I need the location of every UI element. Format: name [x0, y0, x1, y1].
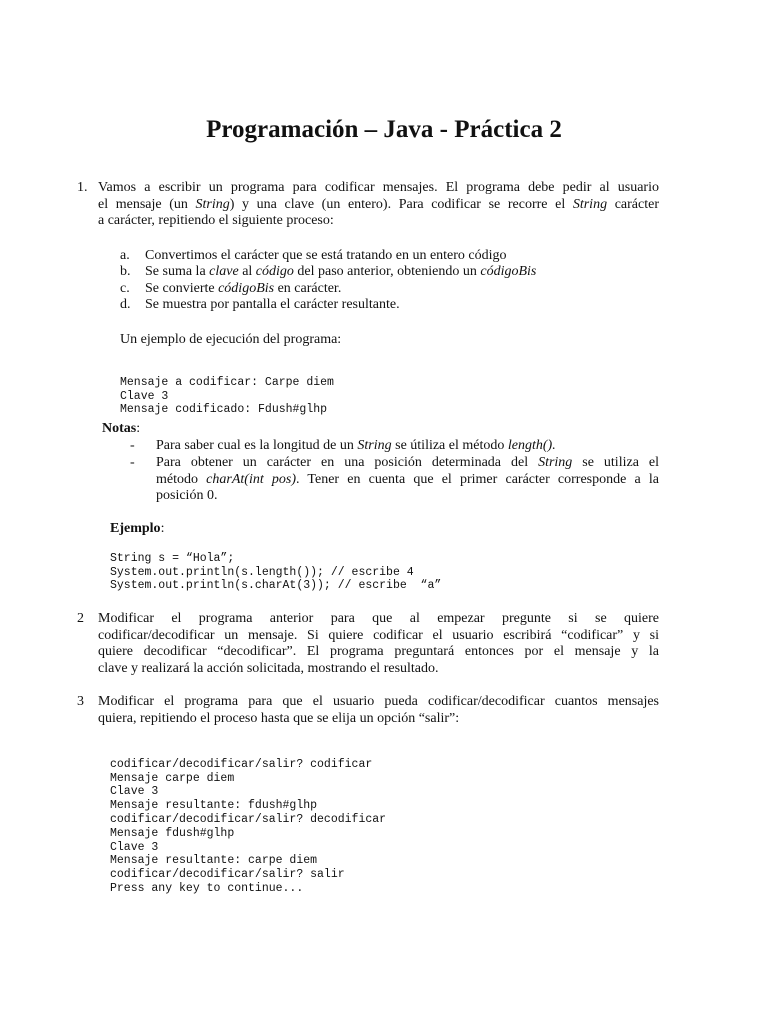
code-line: codificar/decodificar/salir? codificar: [110, 757, 373, 771]
note-1-bullet: -: [130, 438, 135, 453]
item-2-line: codificar/decodificar un mensaje. Si quiere codificar el usuario escribirá “codificar” y si: [98, 627, 659, 643]
item-3-code-block: [110, 744, 386, 910]
step-c-text: Se convierte códigoBis en carácter.: [145, 281, 342, 296]
item-3-line: Modificar el programa para que el usuario pueda codificar/decodificar cuantos mensajes: [98, 694, 659, 709]
item-2-number: 2: [77, 611, 84, 626]
code-line: System.out.println(s.length()); // escribe 4: [110, 565, 414, 579]
note-2-bullet: -: [130, 455, 135, 470]
code-line: Clave 3: [120, 389, 169, 403]
example-code-block: [120, 362, 334, 431]
code-line: Clave 3: [110, 785, 159, 799]
item-1-line-1: Vamos a escribir un programa para codificar mensajes. El programa debe pedir al usuario: [98, 180, 659, 195]
code-line: Mensaje resultante: carpe diem: [110, 854, 318, 868]
step-b-letter: b.: [120, 264, 131, 279]
step-d-letter: d.: [120, 297, 131, 312]
item-2-line: Modificar el programa anterior para que al empezar pregunte si se quiere: [98, 611, 659, 626]
code-line: Mensaje codificado: Fdush#glhp: [120, 403, 328, 417]
code-line: Press any key to continue...: [110, 881, 304, 895]
code-line: System.out.println(s.charAt(3)); // escribe “a”: [110, 579, 442, 593]
item-1-line-2: el mensaje (un String) y una clave (un entero). Para codificar se recorre el String carácter: [98, 196, 659, 212]
step-d-text: Se muestra por pantalla el carácter resultante.: [145, 297, 400, 312]
step-a-letter: a.: [120, 248, 130, 263]
notes-heading: Notas:: [102, 421, 141, 436]
note-1-text: Para saber cual es la longitud de un String se útiliza el método length().: [156, 438, 556, 453]
item-2-line: clave y realizará la acción solicitada, mostrando el resultado.: [98, 660, 439, 676]
step-a-text: Convertimos el carácter que se está tratando en un entero código: [145, 248, 507, 263]
item-1-number: 1.: [77, 180, 88, 195]
ejemplo-code-block: [110, 538, 441, 607]
note-2-line-1: Para obtener un carácter en una posición determinada del String se utiliza el: [156, 455, 659, 470]
ejemplo-heading: Ejemplo:: [110, 521, 165, 536]
note-2-line-3: posición 0.: [156, 488, 218, 503]
item-3-number: 3: [77, 694, 84, 709]
item-3-text: [98, 694, 659, 727]
code-line: codificar/decodificar/salir? salir: [110, 868, 345, 882]
code-line: Mensaje carpe diem: [110, 771, 235, 785]
note-2-text: [156, 455, 659, 505]
item-1-text: [98, 180, 659, 230]
item-3-line: quiera, repitiendo el proceso hasta que se elija un opción “salir”:: [98, 710, 460, 726]
code-line: Mensaje fdush#glhp: [110, 826, 235, 840]
step-c-letter: c.: [120, 281, 130, 296]
code-line: Mensaje resultante: fdush#glhp: [110, 799, 318, 813]
item-2-text: [98, 611, 659, 677]
code-line: String s = “Hola”;: [110, 551, 235, 565]
item-1-line-3: a carácter, repitiendo el siguiente proceso:: [98, 213, 334, 228]
item-2-line: quiere decodificar “decodificar”. El programa preguntará entonces por el mensaje y la: [98, 644, 659, 659]
code-line: Mensaje a codificar: Carpe diem: [120, 375, 334, 389]
code-line: codificar/decodificar/salir? decodificar: [110, 812, 387, 826]
example-intro: Un ejemplo de ejecución del programa:: [120, 332, 342, 347]
code-line: Clave 3: [110, 840, 159, 854]
step-b-text: Se suma la clave al código del paso anterior, obteniendo un códigoBis: [145, 264, 537, 279]
page-title: Programación – Java - Práctica 2: [206, 116, 562, 143]
note-2-line-2: método charAt(int pos). Tener en cuenta que el primer carácter corresponde a la: [156, 471, 659, 487]
